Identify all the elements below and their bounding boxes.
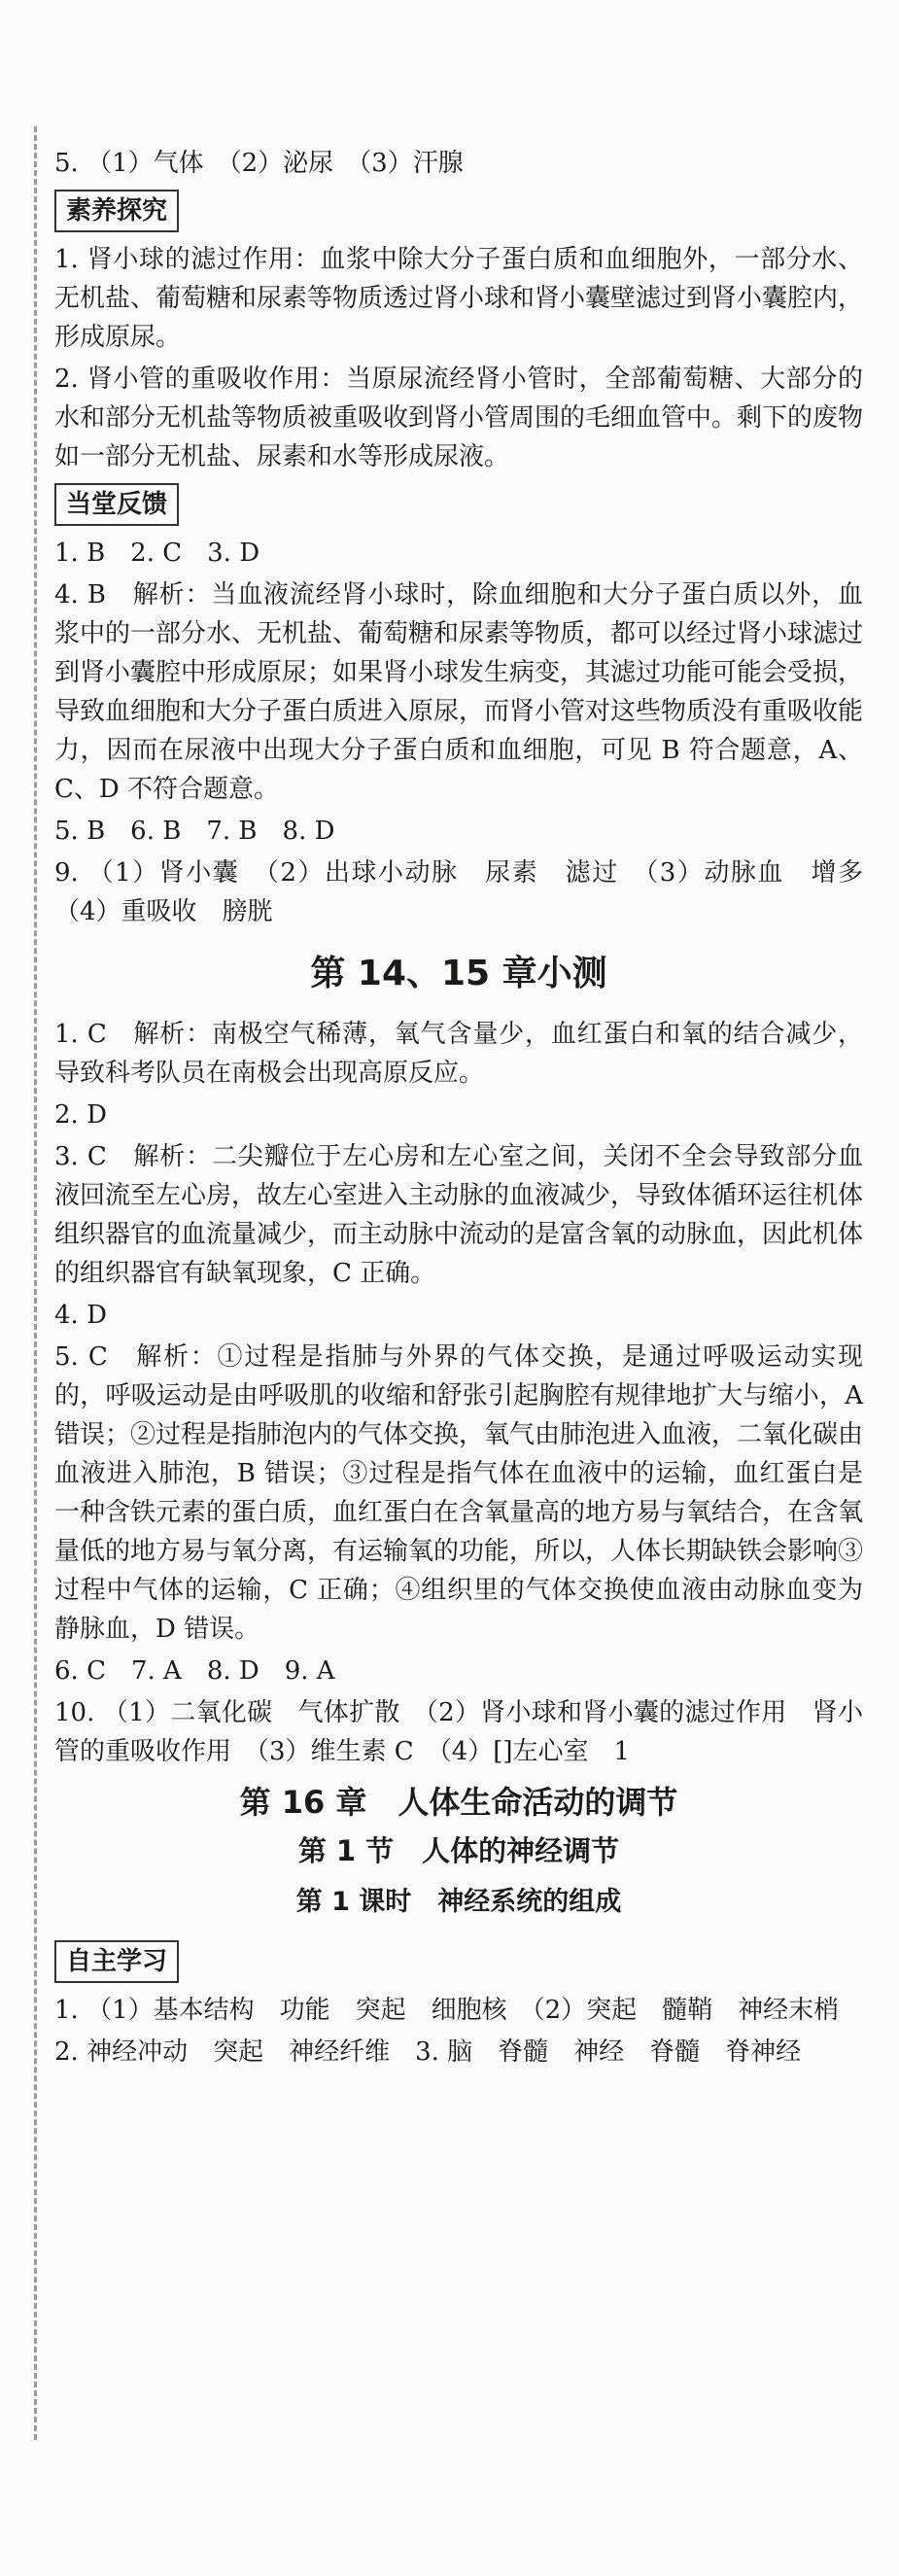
answer-line: 9. （1）肾小囊 （2）出球小动脉 尿素 滤过 （3）动脉血 增多 （4）重吸收 膀胱 — [54, 858, 889, 926]
answer-line: 2. D — [54, 1100, 107, 1130]
answer-line: 1. 肾小球的滤过作用：血浆中除大分子蛋白质和血细胞外，一部分水、无机盐、葡萄糖和尿素等物质透过肾小球和肾小囊壁滤过到肾小囊腔内，形成原尿。 — [54, 245, 864, 352]
answer-line: 1. C 解析：南极空气稀薄，氧气含量少，血红蛋白和氧的结合减少，导致科考队员在南极会出现高原反应。 — [54, 1020, 863, 1088]
answer-content — [54, 144, 889, 2074]
answer-line: 2. 肾小管的重吸收作用：当原尿流经肾小管时，全部葡萄糖、大部分的水和部分无机盐等物质被重吸收到肾小管周围的毛细血管中。剩下的废物如一部分无机盐、尿素和水等形成尿液。 — [54, 365, 864, 471]
answer-line: 1. （1）基本结构 功能 突起 细胞核 （2）突起 髓鞘 神经末梢 — [54, 1996, 840, 2025]
answer-line: 1. B 2. C 3. D — [54, 539, 260, 568]
section-title: 第 1 节 人体的神经调节 — [297, 1834, 620, 1867]
answer-line: 5. C 解析：①过程是指肺与外界的气体交换，是通过呼吸运动实现的，呼吸运动是由呼吸肌的收缩和舒张引起胸腔有规律地扩大与缩小，A 错误；②过程是指肺泡内的气体交换，氧气由肺泡进入血液，二氧化碳由血液进入肺泡，B 错误；③过程是指气体在血液中的运输，血红蛋白是一种含铁元素的蛋白质，血红蛋白在含氧量高的地方易与氧结合，在含氧量低的地方易与氧分离，有运输氧的功能，所以，人体长期缺铁会影响③过程中气体的运输，C 正确；④组织里的气体交换使血液由动脉血变为静脉血，D 错误。 — [54, 1342, 864, 1644]
answer-line: 4. B 解析：当血液流经肾小球时，除血细胞和大分子蛋白质以外，血浆中的一部分水、无机盐、葡萄糖和尿素等物质，都可以经过肾小球滤过到肾小囊腔中形成原尿；如果肾小球发生病变，其滤过功能可能会受损，导致血细胞和大分子蛋白质进入原尿，而肾小管对这些物质没有重吸收能力，因而在尿液中出现大分子蛋白质和血细胞，可见 B 符合题意，A、C、D 不符合题意。 — [54, 580, 864, 804]
chapter-title: 第 16 章 人体生命活动的调节 — [239, 1784, 678, 1821]
lesson-title: 第 1 课时 神经系统的组成 — [295, 1887, 622, 1917]
test-title: 第 14、15 章小测 — [310, 954, 607, 993]
answer-line: 5. B 6. B 7. B 8. D — [54, 817, 335, 846]
answer-line: 3. C 解析：二尖瓣位于左心房和左心室之间，关闭不全会导致部分血液回流至左心房，故左心室进入主动脉的血液减少，导致体循环运往机体组织器官的血流量减少，而主动脉中流动的是富含氧的动脉血，因此机体的组织器官有缺氧现象，C 正确。 — [54, 1142, 864, 1288]
section-label: 素养探究 — [60, 190, 173, 232]
section-label: 当堂反馈 — [60, 483, 173, 526]
section-label: 自主学习 — [60, 1940, 173, 1983]
answer-line: 2. 神经冲动 突起 神经纤维 3. 脑 脊髓 神经 脊髓 脊神经 — [54, 2037, 802, 2067]
answer-line: 5. （1）气体 （2）泌尿 （3）汗腺 — [54, 149, 464, 178]
answer-line: 6. C 7. A 8. D 9. A — [54, 1656, 335, 1686]
binding-margin-line — [34, 126, 37, 2440]
answer-line: 4. D — [54, 1301, 107, 1330]
answer-line: 10. （1）二氧化碳 气体扩散 （2）肾小球和肾小囊的滤过作用 肾小管的重吸收作用 （3）维生素 C （4）[]左心室 1 — [54, 1698, 863, 1766]
